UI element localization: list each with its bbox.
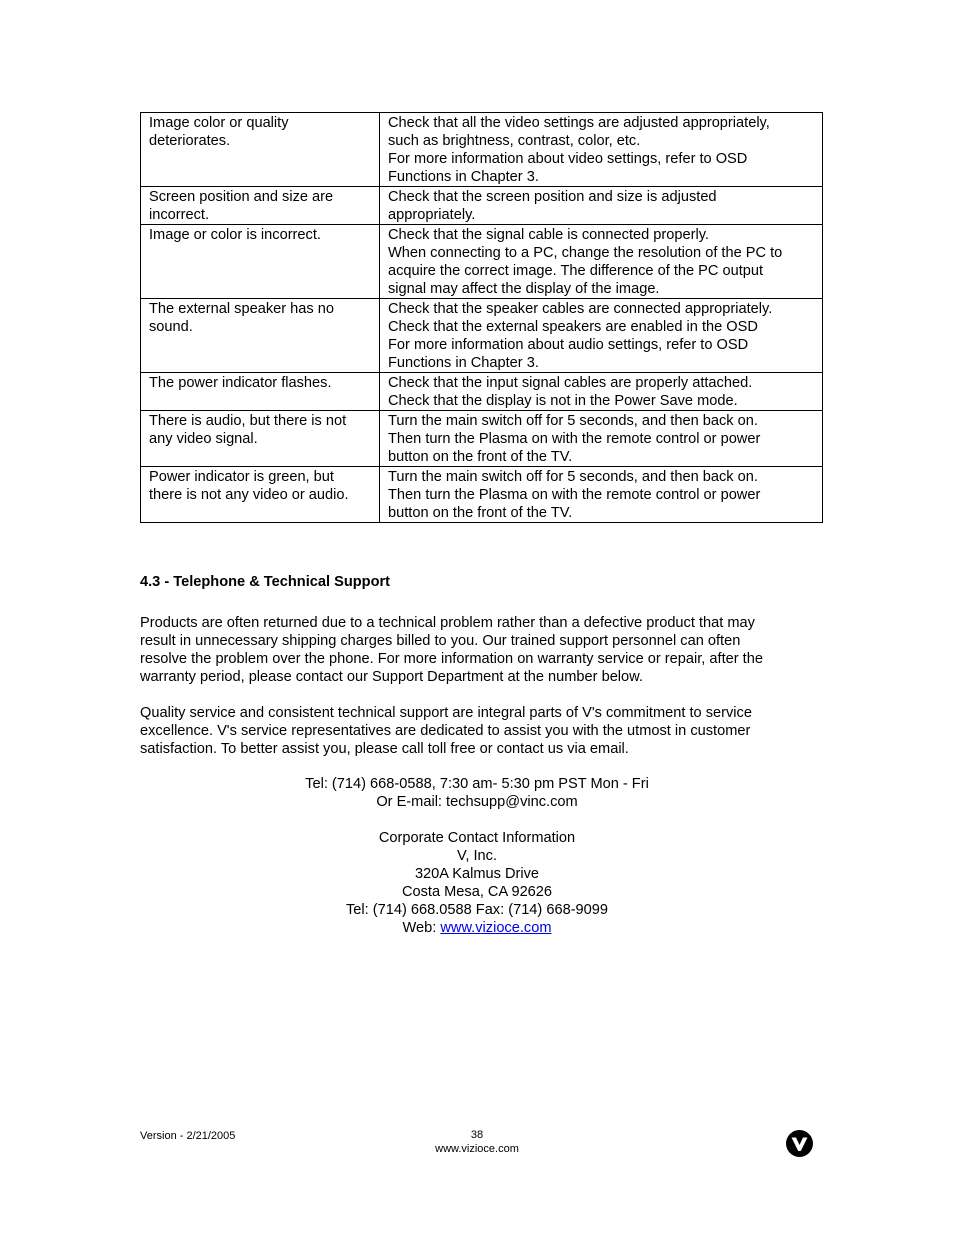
problem-cell [141,411,380,467]
table-row [141,373,823,411]
paragraph-line: excellence. V's service representatives are dedicated to assist you with the utmost in customer [140,723,751,739]
paragraph-line: satisfaction. To better assist you, please call toll free or contact us via email. [140,741,629,757]
solution-line: Check that the input signal cables are properly attached. [388,375,753,391]
company-name: V, Inc. [456,848,498,864]
problem-cell [141,467,380,523]
solution-line: For more information about audio settings, refer to OSD [388,337,749,353]
solution-line: button on the front of the TV. [388,505,573,521]
table-row [141,411,823,467]
solution-line: Then turn the Plasma on with the remote control or power [388,431,761,447]
footer-website: www.vizioce.com [435,1143,519,1155]
problem-line: Image color or quality [149,115,289,131]
solution-line: Check that the display is not in the Power Save mode. [388,393,738,409]
troubleshooting-table [140,112,823,523]
problem-line: The power indicator flashes. [149,375,332,391]
vizio-v-logo-icon [786,1130,813,1157]
support-paragraph-2 [140,704,820,758]
corporate-contact-heading: Corporate Contact Information [378,830,576,846]
solution-cell [380,373,823,411]
problem-cell [141,187,380,225]
support-contact-block [140,775,814,811]
table-row [141,299,823,373]
problem-line: deteriorates. [149,133,231,149]
problem-line: The external speaker has no [149,301,334,317]
street-address: 320A Kalmus Drive [414,866,540,882]
problem-line: there is not any video or audio. [149,487,349,503]
website-link[interactable]: www.vizioce.com [440,920,552,936]
paragraph-line: Quality service and consistent technical support are integral parts of V's commitment to service [140,705,752,721]
solution-line: such as brightness, contrast, color, etc. [388,133,641,149]
table-row [141,113,823,187]
problem-cell [141,113,380,187]
table-row [141,467,823,523]
web-line [140,919,814,937]
solution-line: Turn the main switch off for 5 seconds, and then back on. [388,413,758,429]
section-heading: 4.3 - Telephone & Technical Support [140,574,391,590]
solution-line: For more information about video settings, refer to OSD [388,151,748,167]
problem-line: There is audio, but there is not [149,413,347,429]
solution-line: Check that the signal cable is connected properly. [388,227,709,243]
city-state-zip: Costa Mesa, CA 92626 [401,884,553,900]
version-label: Version - 2/21/2005 [140,1130,236,1142]
phone-fax: Tel: (714) 668.0588 Fax: (714) 668-9099 [345,902,609,918]
problem-line: Image or color is incorrect. [149,227,321,243]
solution-cell [380,187,823,225]
solution-line: Check that all the video settings are adjusted appropriately, [388,115,770,131]
solution-line: appropriately. [388,207,476,223]
support-paragraph-1 [140,614,820,686]
support-phone: Tel: (714) 668-0588, 7:30 am- 5:30 pm PST Mon - Fri [305,776,649,792]
troubleshooting-table-body [141,113,823,523]
table-row [141,187,823,225]
problem-line: sound. [149,319,193,335]
paragraph-line: Products are often returned due to a technical problem rather than a defective product that may [140,615,755,631]
solution-line: button on the front of the TV. [388,449,573,465]
problem-cell [141,225,380,299]
web-label: Web: [402,920,441,936]
solution-line: Turn the main switch off for 5 seconds, and then back on. [388,469,758,485]
solution-cell [380,411,823,467]
paragraph-line: warranty period, please contact our Support Department at the number below. [140,669,643,685]
solution-line: When connecting to a PC, change the resolution of the PC to [388,245,783,261]
solution-cell [380,225,823,299]
problem-line: any video signal. [149,431,258,447]
solution-line: Check that the external speakers are enabled in the OSD [388,319,758,335]
table-row [141,225,823,299]
problem-line: Power indicator is green, but [149,469,334,485]
solution-line: Functions in Chapter 3. [388,169,539,185]
problem-cell [141,299,380,373]
solution-cell [380,467,823,523]
solution-line: acquire the correct image. The difference of the PC output [388,263,764,279]
solution-line: signal may affect the display of the image. [388,281,660,297]
problem-line: Screen position and size are [149,189,334,205]
solution-cell [380,299,823,373]
corporate-contact-block [140,829,814,937]
page-number: 38 [470,1129,484,1141]
solution-line: Check that the speaker cables are connected appropriately. [388,301,773,317]
problem-cell [141,373,380,411]
footer-center [377,1128,577,1156]
paragraph-line: result in unnecessary shipping charges billed to you. Our trained support personnel can often [140,633,741,649]
support-email: Or E-mail: techsupp@vinc.com [376,794,578,810]
solution-line: Functions in Chapter 3. [388,355,539,371]
paragraph-line: resolve the problem over the phone. For more information on warranty service or repair, after the [140,651,763,667]
solution-line: Then turn the Plasma on with the remote control or power [388,487,761,503]
solution-line: Check that the screen position and size is adjusted [388,189,717,205]
problem-line: incorrect. [149,207,210,223]
solution-cell [380,113,823,187]
